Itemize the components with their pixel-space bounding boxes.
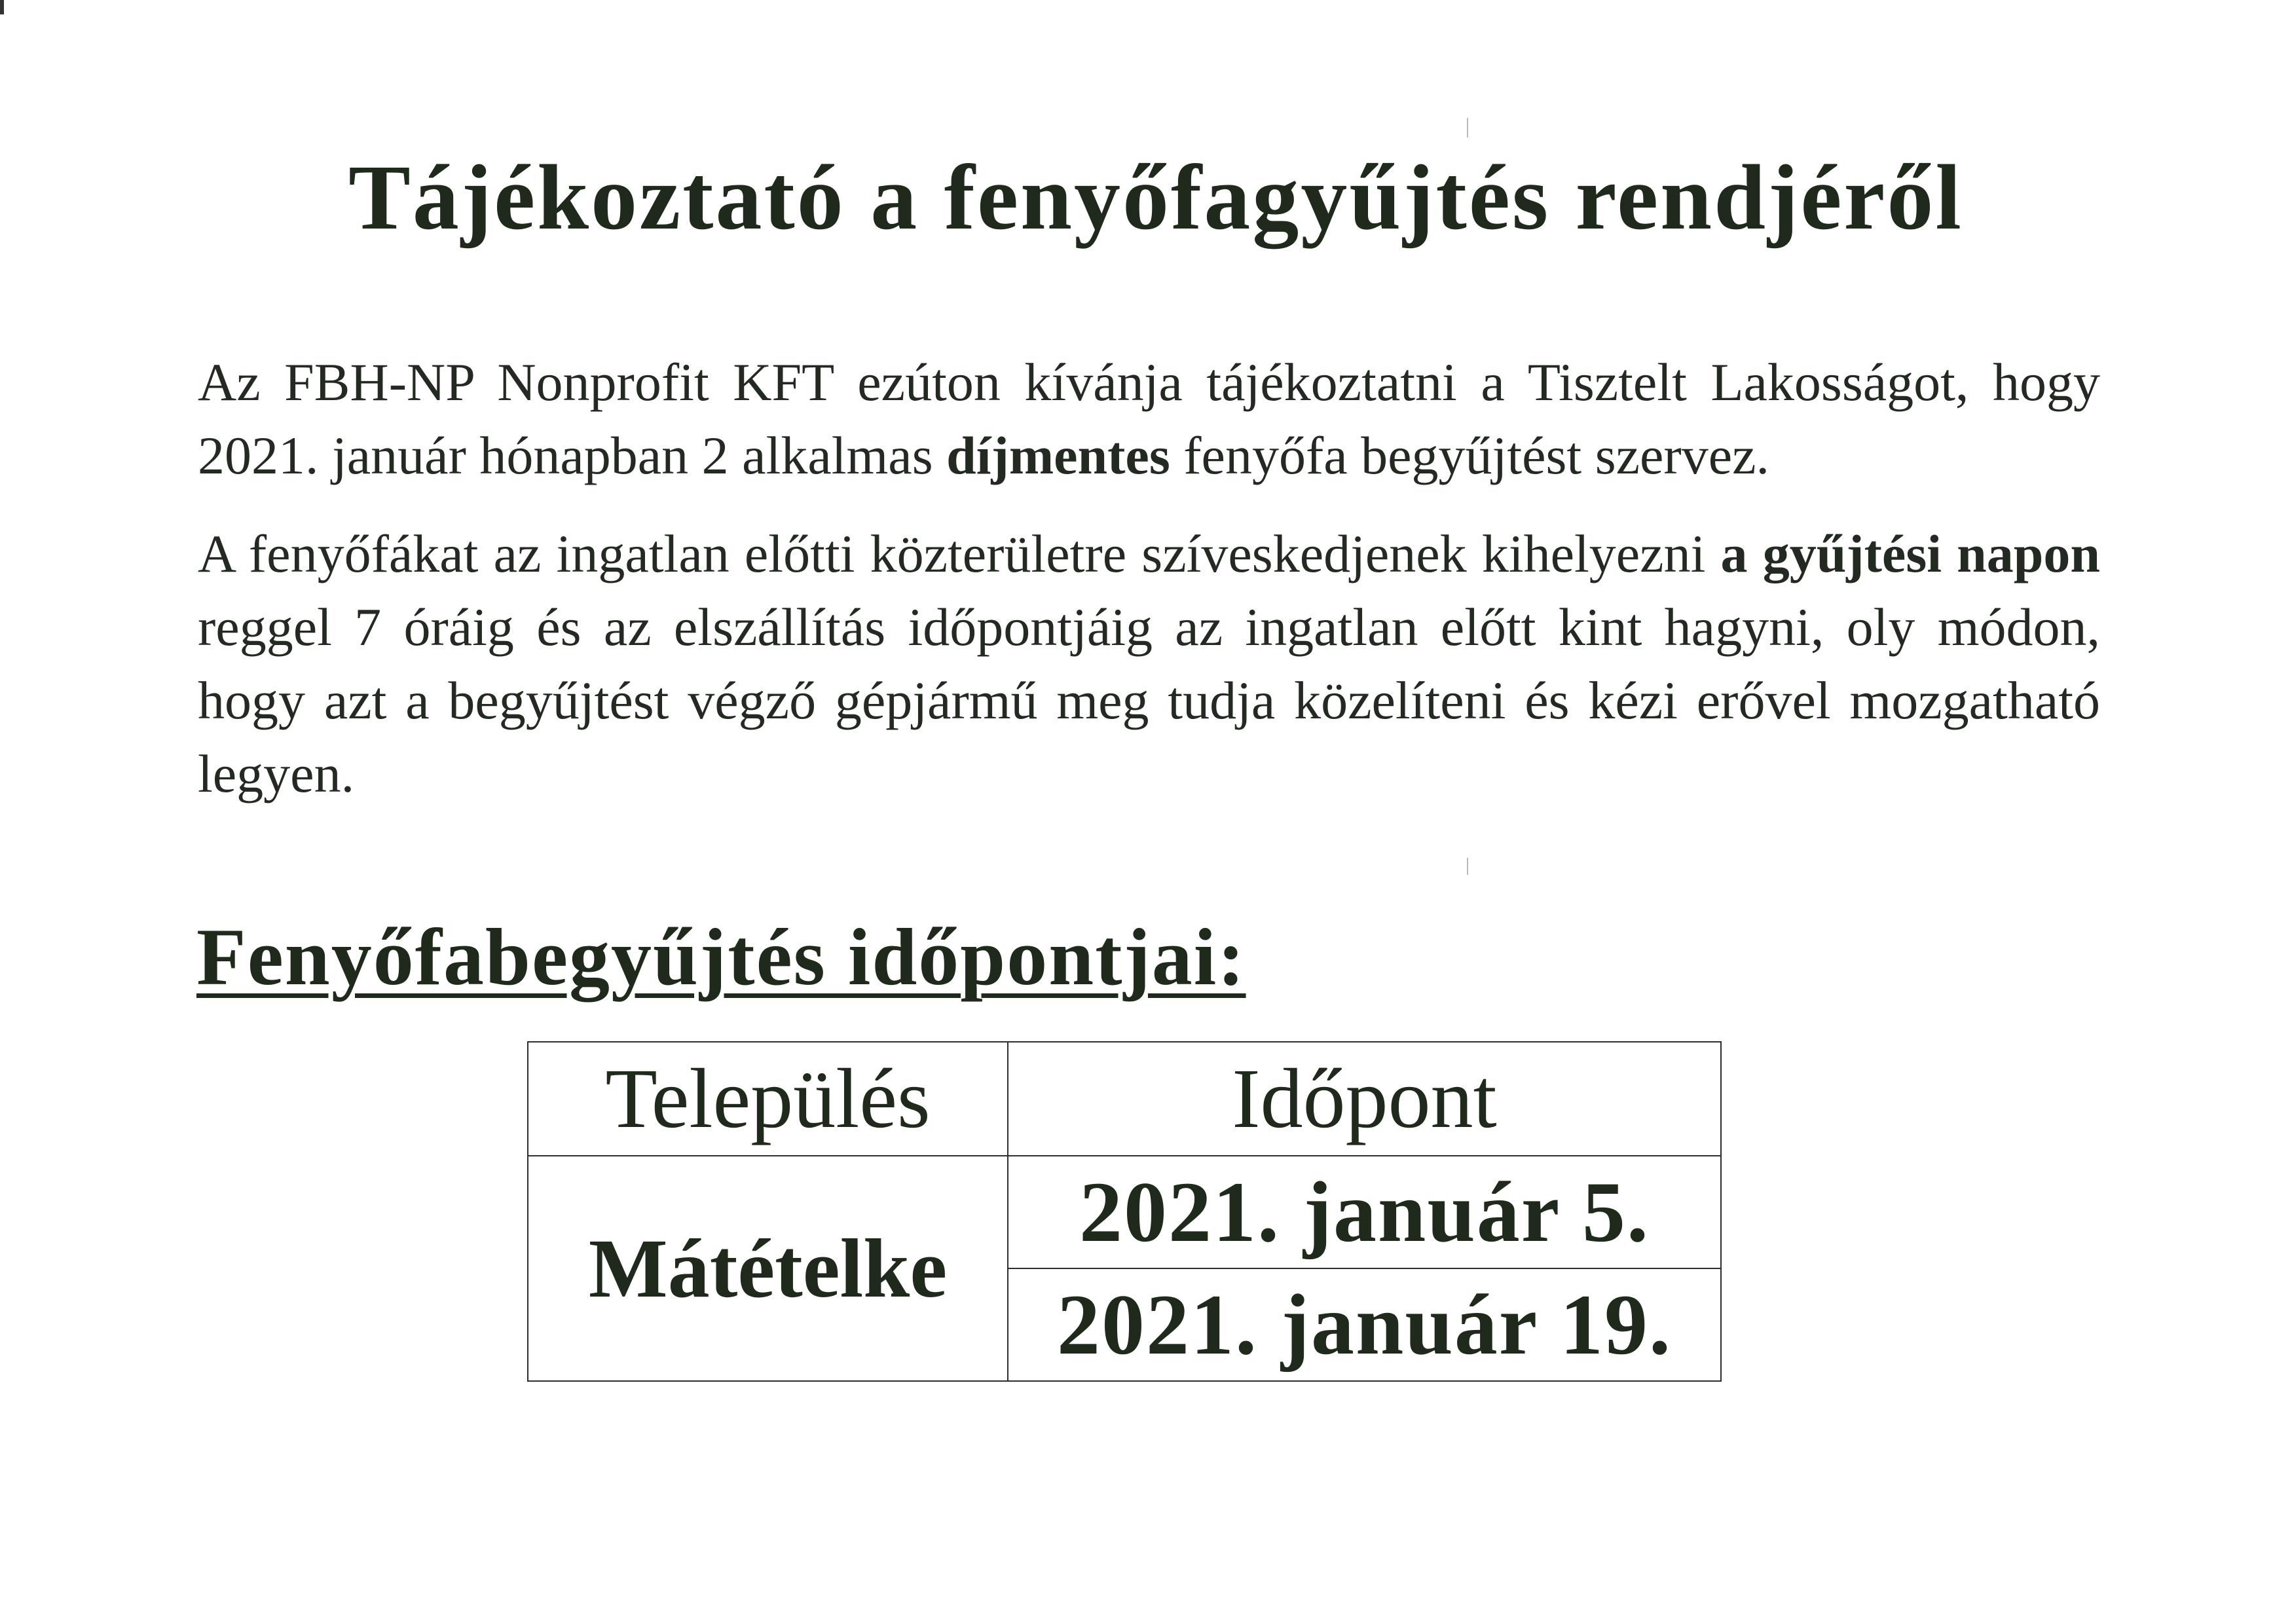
schedule-table [527, 1041, 1722, 1382]
schedule-header-row [528, 1042, 1721, 1156]
instructions-text-start: A fenyőfákat az ingatlan előtti közterületre szíveskedjenek kihelyezni [198, 524, 1721, 583]
instructions-paragraph [198, 517, 2100, 811]
intro-text-end: fenyőfa begyűjtést szervez. [1170, 426, 1770, 485]
schedule-heading: Fenyőfabegyűjtés időpontjai: [196, 912, 1246, 1002]
date-column-header: Időpont [1008, 1042, 1721, 1156]
instructions-text-end: reggel 7 óráig és az elszállítás időpontjáig az ingatlan előtt kint hagyni, oly módon, hogy azt a begyűjtést végző gépjármű meg tudja közelíteni és kézi erővel mozgatható legyen. [198, 597, 2100, 803]
scan-artifact-mark [0, 0, 4, 14]
collection-date-cell: 2021. január 19. [1008, 1268, 1721, 1381]
document-title: Tájékoztató a fenyőfagyűjtés rendjéről [348, 145, 1963, 249]
settlement-cell: Mátételke [528, 1156, 1008, 1381]
free-of-charge-emphasis: díjmentes [946, 426, 1170, 485]
scan-artifact-mark [1467, 858, 1468, 875]
schedule-row [528, 1156, 1721, 1268]
collection-day-emphasis: a gyűjtési napon [1720, 524, 2100, 583]
scan-artifact-mark [1467, 118, 1468, 138]
collection-date-cell: 2021. január 5. [1008, 1156, 1721, 1268]
settlement-column-header: Település [528, 1042, 1008, 1156]
intro-paragraph [198, 346, 2100, 492]
intro-text-start: Az FBH-NP Nonprofit KFT ezúton kívánja tájékoztatni a Tisztelt Lakosságot, hogy 2021. január hónapban 2 alkalmas [198, 352, 2100, 485]
